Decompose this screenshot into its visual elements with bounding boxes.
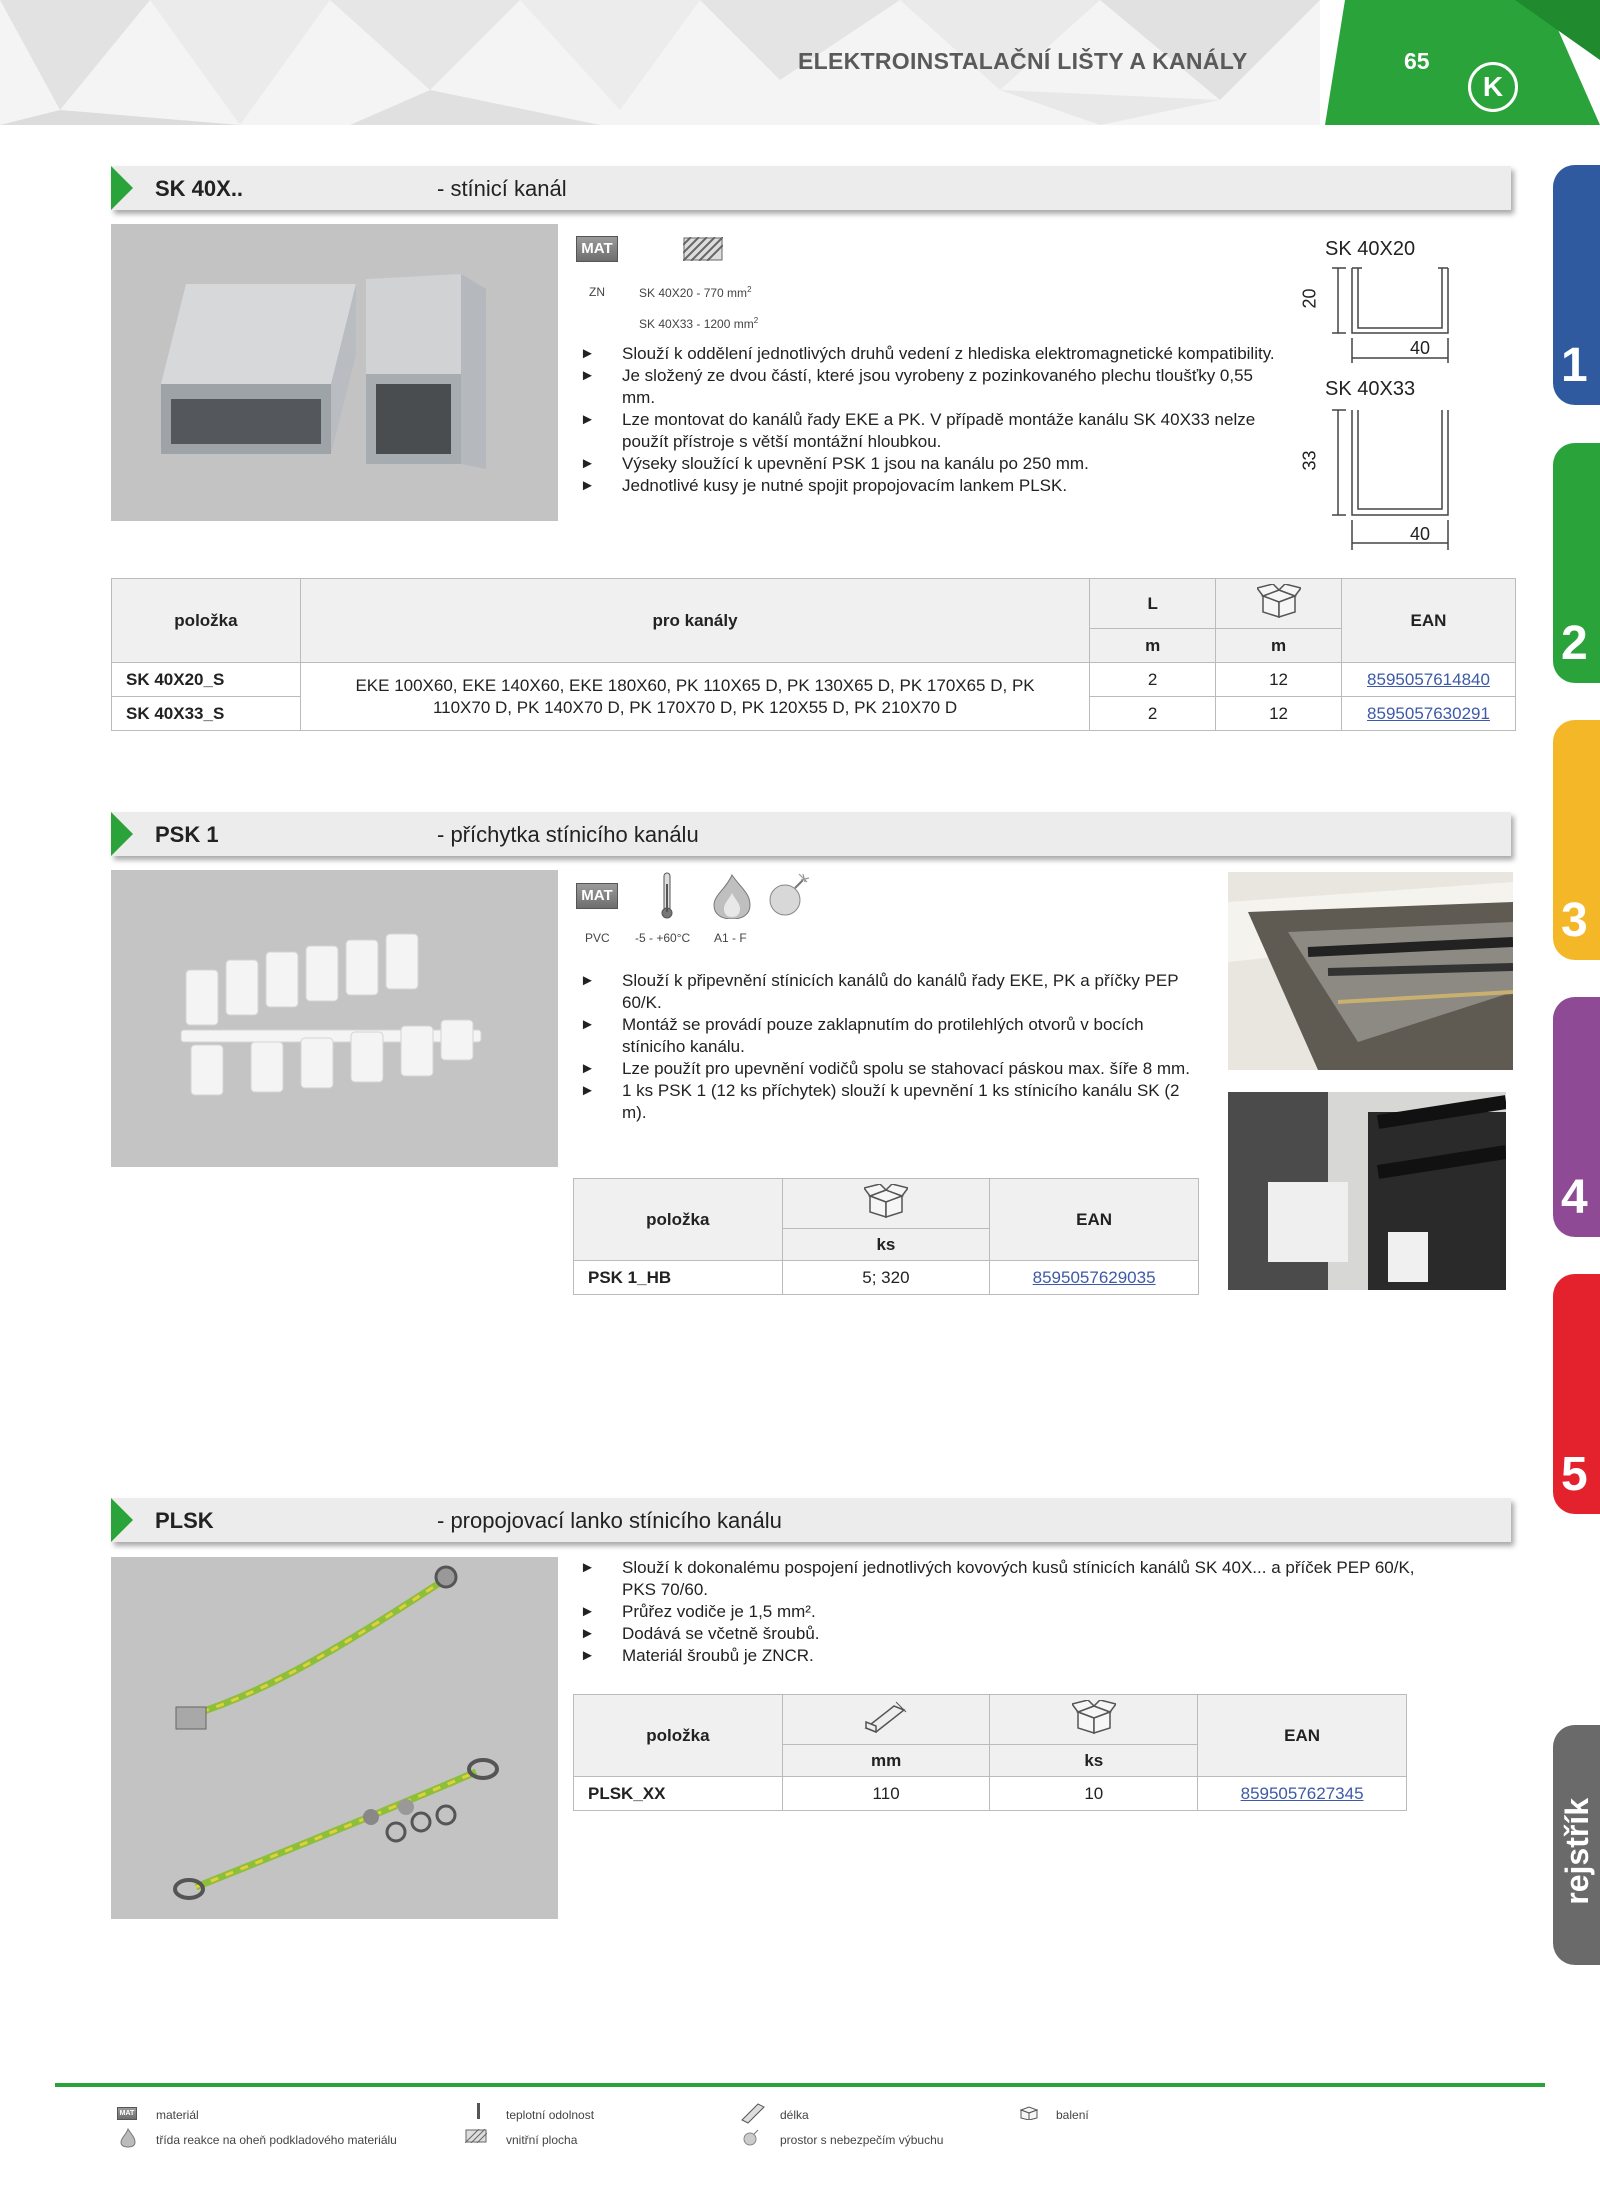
legend-material-icon: MAT <box>117 2107 137 2120</box>
product-description: - propojovací lanko stínicího kanálu <box>437 1508 782 1533</box>
legend-fire: třída reakce na oheň podkladového materiálu <box>156 2133 397 2147</box>
section-header-psk <box>111 812 1516 860</box>
col-header-item: položka <box>112 579 301 663</box>
section-header-sk40 <box>111 166 1516 214</box>
col-header-packing <box>1216 579 1342 629</box>
col-header-packing <box>782 1179 990 1229</box>
drawing-width-1: 40 <box>1410 338 1431 358</box>
feature-item: ► Je složený ze dvou částí, které jsou vyrobeny z pozinkovaného plechu tloušťky 0,55 mm. <box>580 365 1280 409</box>
area-spec-2: SK 40X33 - 1200 $mm^2$ <box>639 316 759 331</box>
table-row <box>574 1777 1407 1811</box>
unit-packing: ks <box>782 1229 990 1261</box>
feature-list-plsk <box>580 1557 1440 1667</box>
product-table-psk <box>573 1178 1199 1295</box>
legend-length-icon <box>740 2100 766 2124</box>
fire-class: A1 - F <box>714 931 747 945</box>
unit-length: m <box>1090 629 1216 663</box>
feature-item: ► 1 ks PSK 1 (12 ks příchytek) slouží k upevnění 1 ks stínicího kanálu SK (2 m). <box>580 1080 1200 1124</box>
table-row <box>574 1261 1199 1295</box>
col-header-channels: pro kanály <box>300 579 1089 663</box>
item-code: SK 40X20_S <box>112 663 301 697</box>
feature-item: ► Montáž se provádí pouze zaklapnutím do protilehlých otvorů v bocích stínicího kanálu. <box>580 1014 1200 1058</box>
product-photo-sk40 <box>111 224 558 521</box>
feature-item: ► Slouží k připevnění stínicích kanálů do kanálů řady EKE, PK a příčky PEP 60/K. <box>580 970 1200 1014</box>
section-arrow-icon <box>111 166 133 210</box>
page-number: 65 <box>1404 48 1430 74</box>
feature-item: ► Materiál šroubů je ZNCR. <box>580 1645 1440 1667</box>
side-tab-3[interactable]: 3 <box>1553 720 1600 960</box>
drawing-title-1: SK 40X20 <box>1325 238 1416 260</box>
legend-inner-surface-icon <box>465 2129 487 2143</box>
legend-temperature-icon <box>476 2102 482 2122</box>
side-tab-4[interactable]: 4 <box>1553 997 1600 1237</box>
feature-list-sk40 <box>580 343 1280 497</box>
header-green-block <box>1325 0 1600 125</box>
packing-value: 12 <box>1216 697 1342 731</box>
technical-drawing <box>1300 238 1500 558</box>
product-table-sk40 <box>111 578 1516 731</box>
legend-explosion-icon <box>742 2128 760 2146</box>
bomb-icon <box>765 872 811 918</box>
legend-length: délka <box>780 2108 809 2122</box>
side-tab-index[interactable]: rejstřík <box>1553 1725 1600 1965</box>
product-code: PSK 1 <box>155 822 219 847</box>
product-description: - stínicí kanál <box>437 176 567 201</box>
ean-link[interactable]: 8595057630291 <box>1367 703 1490 723</box>
length-value: 110 <box>782 1777 990 1811</box>
col-header-length <box>782 1695 990 1745</box>
ean-link[interactable]: 8595057627345 <box>1240 1783 1364 1803</box>
application-photo-2 <box>1228 1092 1506 1290</box>
page-title: ELEKTROINSTALAČNÍ LIŠTY A KANÁLY <box>798 48 1248 74</box>
inner-surface-icon <box>683 237 723 261</box>
drawing-height-2: 33 <box>1299 450 1320 471</box>
product-code: PLSK <box>155 1508 214 1533</box>
unit-length: mm <box>782 1745 990 1777</box>
material-icon: MAT <box>576 883 618 909</box>
feature-item: ► Průřez vodiče je 1,5 mm². <box>580 1601 1440 1623</box>
product-photo-plsk <box>111 1557 558 1919</box>
legend-packing-icon <box>1018 2104 1040 2120</box>
flame-icon <box>710 873 754 919</box>
legend-material: materiál <box>156 2108 199 2122</box>
side-tab-5[interactable]: 5 <box>1553 1274 1600 1514</box>
length-value: 2 <box>1090 697 1216 731</box>
legend-temperature: teplotní odolnost <box>506 2108 595 2122</box>
drawing-width-2: 40 <box>1410 524 1431 544</box>
section-arrow-icon <box>111 812 133 856</box>
drawing-height-1: 20 <box>1299 288 1320 309</box>
unit-packing: ks <box>990 1745 1198 1777</box>
feature-item: ► Lze použít pro upevnění vodičů spolu se stahovací páskou max. šíře 8 mm. <box>580 1058 1200 1080</box>
item-code: PLSK_XX <box>574 1777 783 1811</box>
feature-item: ► Dodává se včetně šroubů. <box>580 1623 1440 1645</box>
feature-item: ► Slouží k dokonalému pospojení jednotlivých kovových kusů stínicích kanálů SK 40X... a příček PEP 60/K, PKS 70/60. <box>580 1557 1440 1601</box>
ean-link[interactable]: 8595057629035 <box>1032 1267 1156 1287</box>
col-header-ean: EAN <box>990 1179 1199 1261</box>
material-code: PVC <box>585 931 610 945</box>
product-code: SK 40X.. <box>155 176 244 201</box>
section-header-plsk <box>111 1498 1516 1546</box>
section-arrow-icon <box>111 1498 133 1542</box>
feature-item: ► Výseky sloužící k upevnění PSK 1 jsou na kanálu po 250 mm. <box>580 453 1280 475</box>
legend-fire-icon <box>120 2128 136 2148</box>
length-icon <box>864 1700 908 1734</box>
item-code: SK 40X33_S <box>112 697 301 731</box>
side-tab-2[interactable]: 2 <box>1553 443 1600 683</box>
company-logo: K <box>1468 62 1518 112</box>
feature-list-psk <box>580 970 1200 1124</box>
legend-packing: balení <box>1056 2108 1089 2122</box>
packing-value: 12 <box>1216 663 1342 697</box>
application-photo-1 <box>1228 872 1513 1070</box>
product-table-plsk <box>573 1694 1407 1811</box>
box-icon <box>864 1184 908 1218</box>
col-header-ean: EAN <box>1342 579 1516 663</box>
material-icon: MAT <box>576 236 618 262</box>
box-icon <box>1072 1700 1116 1734</box>
channel-list: EKE 100X60, EKE 140X60, EKE 180X60, PK 110X65 D, PK 130X65 D, PK 170X65 D, PK 110X70 D, PK 140X70 D, PK 170X70 D, PK 120X55 D, PK 210X70 D <box>300 663 1089 731</box>
length-value: 2 <box>1090 663 1216 697</box>
col-header-packing <box>990 1695 1198 1745</box>
drawing-title-2: SK 40X33 <box>1325 378 1416 400</box>
legend-inner-surface: vnitřní plocha <box>506 2133 578 2147</box>
unit-packing: m <box>1216 629 1342 663</box>
col-header-ean: EAN <box>1198 1695 1407 1777</box>
box-icon <box>1257 584 1301 618</box>
table-row <box>112 663 1516 697</box>
col-header-item: položka <box>574 1179 783 1261</box>
material-code: ZN <box>589 285 605 299</box>
col-header-length: L <box>1090 579 1216 629</box>
product-photo-psk <box>111 870 558 1167</box>
ean-link[interactable]: 8595057614840 <box>1367 669 1490 689</box>
legend-explosion: prostor s nebezpečím výbuchu <box>780 2133 944 2147</box>
col-header-item: položka <box>574 1695 783 1777</box>
feature-item: ► Slouží k oddělení jednotlivých druhů vedení z hlediska elektromagnetické kompatibility. <box>580 343 1280 365</box>
packing-value: 5; 320 <box>782 1261 990 1295</box>
item-code: PSK 1_HB <box>574 1261 783 1295</box>
feature-item: ► Jednotlivé kusy je nutné spojit propojovacím lankem PLSK. <box>580 475 1280 497</box>
area-spec-1: SK 40X20 - 770 $mm^2$ <box>639 285 752 300</box>
temperature-range: -5 - +60°C <box>635 931 691 945</box>
packing-value: 10 <box>990 1777 1198 1811</box>
product-description: - příchytka stínicího kanálu <box>437 822 699 847</box>
feature-item: ► Lze montovat do kanálů řady EKE a PK. V případě montáže kanálu SK 40X33 nelze použít přístroje s větší montážní hloubkou. <box>580 409 1280 453</box>
side-tab-1[interactable]: 1 <box>1553 165 1600 405</box>
footer-divider <box>55 2083 1545 2087</box>
thermometer-icon <box>660 872 674 920</box>
